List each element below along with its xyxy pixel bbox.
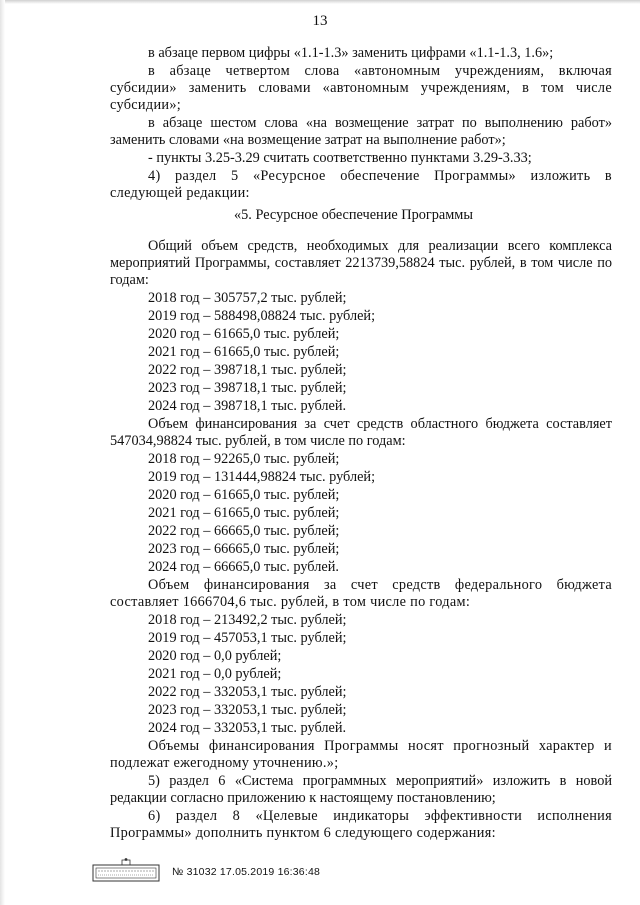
amendment-paragraph-6: 5) раздел 6 «Система программных мероприятий» изложить в новой редакции согласно приложению к настоящему постановлению; bbox=[110, 773, 612, 806]
regional-year-line: 2020 год – 61665,0 тыс. рублей; bbox=[148, 487, 340, 503]
federal-year-line: 2023 год – 332053,1 тыс. рублей; bbox=[148, 702, 347, 718]
federal-year-line: 2020 год – 0,0 рублей; bbox=[148, 648, 282, 664]
total-funding-years bbox=[110, 290, 612, 415]
federal-funding-intro: Объем финансирования за счет средств федерального бюджета составляет 1666704,6 тыс. рублей, в том числе по годам: bbox=[110, 577, 612, 610]
regional-year-line: 2018 год – 92265,0 тыс. рублей; bbox=[148, 451, 340, 467]
section-heading: «5. Ресурсное обеспечение Программы bbox=[234, 207, 473, 223]
total-year-line: 2020 год – 61665,0 тыс. рублей; bbox=[148, 326, 340, 342]
amendment-paragraph-1: в абзаце первом цифры «1.1-1.3» заменить цифрами «1.1-1.3, 1.6»; bbox=[148, 45, 554, 61]
total-funding-intro: Общий объем средств, необходимых для реализации всего комплекса мероприятий Программы, составляет 2213739,58824 тыс. рублей, в том числе по годам: bbox=[110, 238, 612, 288]
amendment-paragraph-4: - пункты 3.25-3.29 считать соответственно пунктами 3.29-3.33; bbox=[148, 150, 532, 166]
total-year-line: 2019 год – 588498,08824 тыс. рублей; bbox=[148, 308, 376, 324]
regional-funding-years bbox=[110, 451, 612, 576]
regional-year-line: 2022 год – 66665,0 тыс. рублей; bbox=[148, 523, 340, 539]
scan-edge-top bbox=[0, 0, 640, 4]
scan-edge-left bbox=[0, 0, 5, 905]
registry-stamp-icon bbox=[92, 857, 160, 883]
regional-year-line: 2024 год – 66665,0 тыс. рублей. bbox=[148, 559, 339, 575]
regional-year-line: 2021 год – 61665,0 тыс. рублей; bbox=[148, 505, 340, 521]
federal-funding-years bbox=[110, 612, 612, 737]
registration-number: № 31032 17.05.2019 16:36:48 bbox=[172, 866, 321, 878]
regional-year-line: 2019 год – 131444,98824 тыс. рублей; bbox=[148, 469, 376, 485]
regional-year-line: 2023 год – 66665,0 тыс. рублей; bbox=[148, 541, 340, 557]
federal-year-line: 2022 год – 332053,1 тыс. рублей; bbox=[148, 684, 347, 700]
document-body bbox=[110, 45, 612, 843]
forecast-note: Объемы финансирования Программы носят прогнозный характер и подлежат ежегодному уточнению.»; bbox=[110, 738, 612, 771]
page-number: 13 bbox=[312, 13, 328, 29]
amendment-paragraph-3: в абзаце шестом слова «на возмещение затрат по выполнению работ» заменить словами «на возмещение затрат на выполнение работ»; bbox=[110, 115, 612, 148]
federal-year-line: 2021 год – 0,0 рублей; bbox=[148, 666, 282, 682]
federal-year-line: 2024 год – 332053,1 тыс. рублей. bbox=[148, 720, 347, 736]
document-footer bbox=[92, 857, 412, 883]
total-year-line: 2023 год – 398718,1 тыс. рублей; bbox=[148, 380, 347, 396]
federal-year-line: 2019 год – 457053,1 тыс. рублей; bbox=[148, 630, 347, 646]
total-year-line: 2024 год – 398718,1 тыс. рублей. bbox=[148, 398, 347, 414]
regional-funding-intro: Объем финансирования за счет средств областного бюджета составляет 547034,98824 тыс. рублей, в том числе по годам: bbox=[110, 416, 612, 449]
amendment-paragraph-7: 6) раздел 8 «Целевые индикаторы эффективности исполнения Программы» дополнить пунктом 6 следующего содержания: bbox=[110, 808, 612, 841]
amendment-paragraph-5: 4) раздел 5 «Ресурсное обеспечение Программы» изложить в следующей редакции: bbox=[110, 168, 612, 201]
total-year-line: 2021 год – 61665,0 тыс. рублей; bbox=[148, 344, 340, 360]
total-year-line: 2022 год – 398718,1 тыс. рублей; bbox=[148, 362, 347, 378]
federal-year-line: 2018 год – 213492,2 тыс. рублей; bbox=[148, 612, 347, 628]
amendment-paragraph-2: в абзаце четвертом слова «автономным учреждениям, включая субсидии» заменить словами «автономным учреждениям, в том числе субсидии»; bbox=[110, 63, 612, 113]
total-year-line: 2018 год – 305757,2 тыс. рублей; bbox=[148, 290, 347, 306]
